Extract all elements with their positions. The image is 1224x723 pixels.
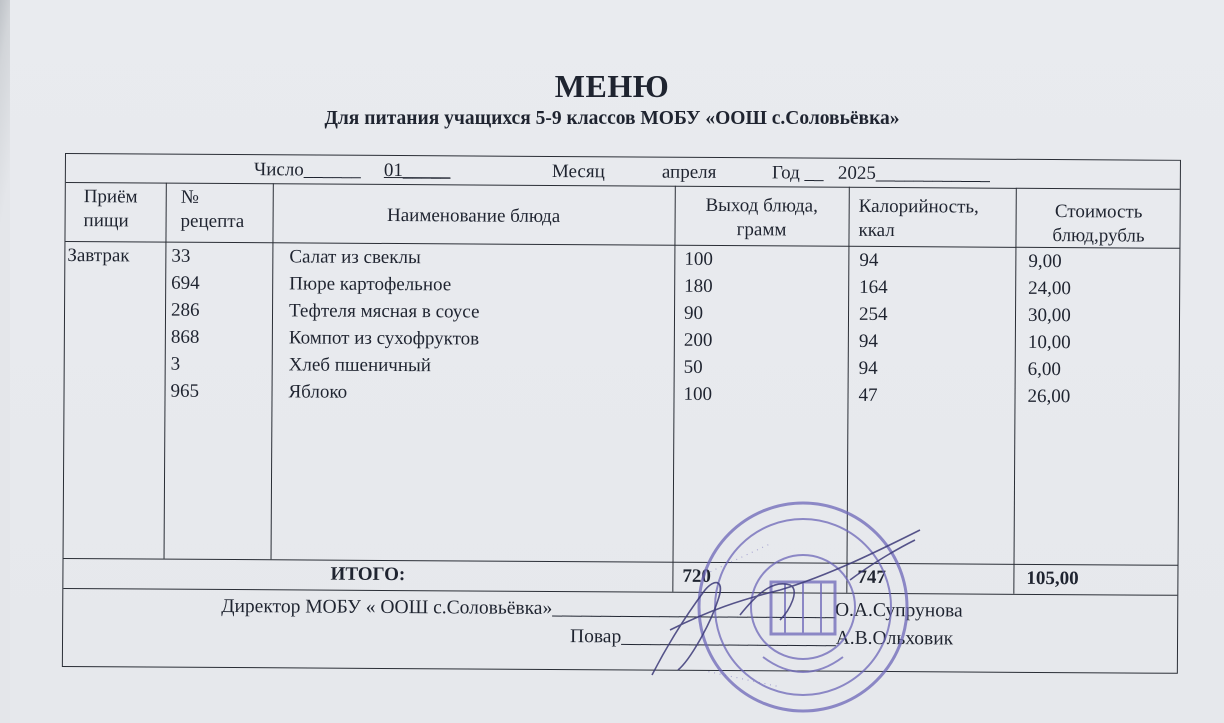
row-yield: 100 — [683, 383, 713, 405]
totals-label: ИТОГО: — [330, 563, 406, 586]
col-divider-5 — [1013, 188, 1016, 594]
svg-text:· · · · · · · · · · · · ·: · · · · · · · · · · · · · — [706, 667, 779, 693]
row-cost: 26,00 — [1027, 385, 1071, 408]
cook-signature-line: Повар______________________А.В.Ольховик — [569, 626, 954, 650]
row-yield: 50 — [683, 356, 703, 378]
header-recipe: № рецепта — [180, 186, 245, 233]
handwritten-signatures — [630, 520, 950, 700]
director-signature-line: Директор МОБУ « ООШ с.Соловьёвка»_____________________________О.А.Супрунова — [221, 595, 963, 622]
row-cost: 9,00 — [1028, 250, 1062, 273]
row-yield: 180 — [684, 275, 713, 297]
yield-column — [683, 246, 712, 408]
month-label: Месяц — [551, 160, 605, 183]
cost-column — [1027, 248, 1071, 410]
row-recipe: 33 — [171, 245, 191, 267]
row-recipe: 868 — [170, 326, 200, 348]
row-recipe: 965 — [170, 380, 200, 402]
header-divider — [65, 241, 1179, 249]
month-value: апреля — [661, 161, 717, 183]
row-cost: 10,00 — [1027, 331, 1071, 354]
calories-column — [858, 247, 887, 409]
row-cost: 30,00 — [1027, 304, 1071, 327]
day-value: 01_____ — [383, 159, 451, 182]
row-calories: 94 — [858, 330, 878, 352]
svg-text:· · · · · · · · · · · ·: · · · · · · · · · · · · — [707, 540, 772, 578]
row-yield: 90 — [683, 302, 704, 324]
row-recipe: 694 — [171, 272, 200, 294]
row-calories: 47 — [858, 384, 878, 406]
totals-bottom-divider — [63, 588, 1177, 596]
header-cost: Стоимость блюд,рубль — [1052, 201, 1145, 247]
row-dish: Компот из сухофруктов — [288, 327, 480, 350]
row-calories: 254 — [858, 303, 888, 326]
row-dish: Пюре картофельное — [289, 273, 452, 296]
row-dish: Салат из свеклы — [289, 246, 421, 269]
totals-cost: 105,00 — [1026, 567, 1079, 590]
row-calories: 94 — [858, 357, 878, 379]
row-yield: 200 — [683, 329, 713, 351]
document-title: МЕНЮ — [554, 68, 670, 104]
date-row — [66, 158, 1180, 189]
row-recipe: 3 — [170, 353, 181, 375]
col-divider-2 — [271, 183, 274, 559]
row-calories: 94 — [859, 249, 879, 271]
row-dish: Тефтеля мясная в соусе — [288, 300, 480, 323]
col-divider-1 — [164, 183, 167, 559]
totals-calories: 747 — [857, 566, 886, 589]
row-recipe: 286 — [170, 299, 200, 321]
header-dish: Наименование блюда — [386, 204, 561, 228]
menu-table — [62, 153, 1181, 674]
header-yield: Выход блюда, грамм — [705, 194, 818, 241]
dish-column — [288, 243, 479, 406]
row-yield: 100 — [684, 248, 713, 270]
recipe-column — [170, 243, 199, 405]
row-cost: 24,00 — [1028, 277, 1072, 300]
header-calories: Калорийность, ккал — [858, 195, 979, 242]
row-dish: Яблоко — [288, 381, 348, 403]
year-value: 2025____________ — [837, 162, 990, 185]
row-cost: 6,00 — [1027, 358, 1062, 381]
meal-cell: Завтрак — [67, 245, 130, 267]
row-dish: Хлеб пшеничный — [288, 354, 432, 377]
row-calories: 164 — [859, 276, 888, 299]
document-subtitle: Для питания учащихся 5-9 классов МОБУ «ООШ с.Соловьёвка» — [324, 108, 900, 129]
year-label: Год __ — [771, 162, 824, 184]
totals-yield: 720 — [682, 565, 711, 587]
day-label: Число______ — [253, 159, 361, 181]
header-meal: Приём пищи — [83, 186, 138, 232]
